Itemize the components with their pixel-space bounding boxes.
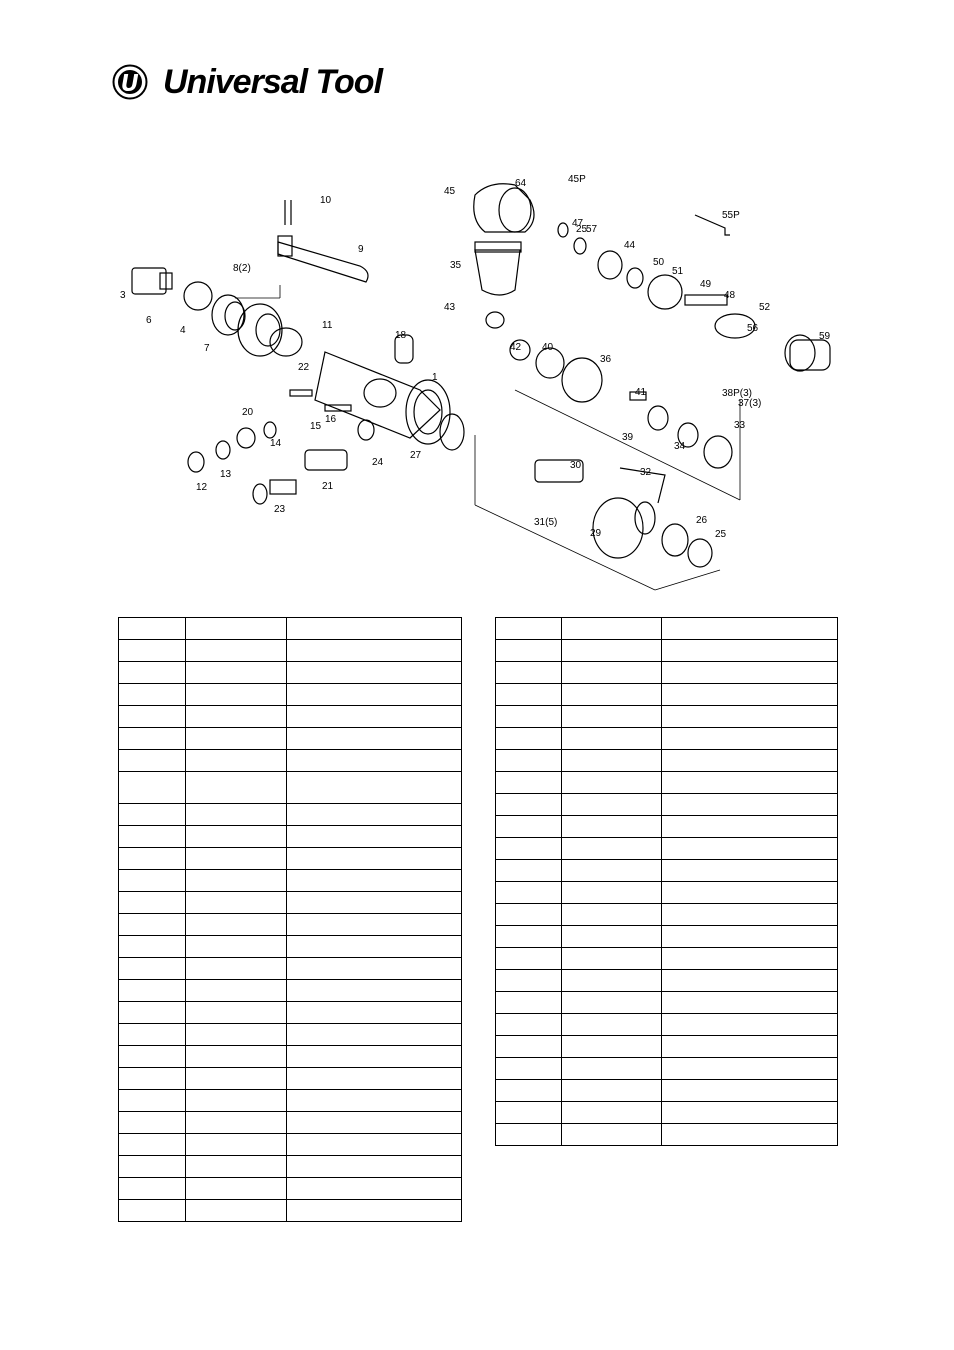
table-cell	[496, 860, 562, 882]
callout-label: 47	[572, 218, 584, 229]
table-cell	[496, 618, 562, 640]
table-cell	[119, 826, 186, 848]
callout-label: 4	[180, 325, 186, 336]
table-row	[119, 914, 462, 936]
table-cell	[562, 882, 662, 904]
table-cell	[662, 970, 838, 992]
table-row	[496, 904, 838, 926]
table-row	[119, 936, 462, 958]
table-row	[496, 1014, 838, 1036]
table-cell	[186, 848, 287, 870]
table-cell	[186, 1200, 287, 1222]
table-cell	[186, 1068, 287, 1090]
brand-header	[112, 60, 382, 104]
table-row	[119, 1024, 462, 1046]
table-cell	[119, 1090, 186, 1112]
table-row	[496, 970, 838, 992]
table-row	[496, 794, 838, 816]
callout-label: 44	[624, 240, 636, 251]
table-cell	[186, 914, 287, 936]
table-cell	[186, 706, 287, 728]
table-cell	[662, 794, 838, 816]
table-cell	[496, 926, 562, 948]
table-cell	[562, 904, 662, 926]
callout-label: 29	[590, 528, 602, 539]
callout-label: 27	[410, 450, 422, 461]
table-row	[119, 1178, 462, 1200]
table-cell	[287, 936, 462, 958]
table-cell	[186, 1156, 287, 1178]
table-row	[119, 1068, 462, 1090]
table-cell	[496, 1124, 562, 1146]
table-cell	[662, 750, 838, 772]
diagram-drawing	[132, 184, 830, 567]
table-cell	[496, 904, 562, 926]
callout-label: 45P	[568, 174, 586, 185]
table-cell	[186, 618, 287, 640]
table-cell	[662, 728, 838, 750]
callout-label: 18	[395, 330, 407, 341]
callout-label: 45	[444, 186, 456, 197]
callout-label: 56	[747, 323, 759, 334]
table-cell	[119, 706, 186, 728]
table-cell	[186, 958, 287, 980]
table-row	[496, 948, 838, 970]
callout-label: 13	[220, 469, 232, 480]
table-row	[119, 1046, 462, 1068]
table-cell	[496, 750, 562, 772]
table-cell	[496, 992, 562, 1014]
table-cell	[662, 618, 838, 640]
table-row	[496, 684, 838, 706]
table-row	[119, 618, 462, 640]
table-cell	[496, 948, 562, 970]
table-row	[119, 848, 462, 870]
table-row	[496, 838, 838, 860]
table-cell	[496, 640, 562, 662]
table-cell	[496, 1102, 562, 1124]
table-cell	[287, 728, 462, 750]
table-row	[496, 860, 838, 882]
callout-label: 52	[759, 302, 771, 313]
table-cell	[287, 772, 462, 804]
callout-label: 12	[196, 482, 208, 493]
table-cell	[562, 948, 662, 970]
table-cell	[662, 992, 838, 1014]
brand-name: Universal Tool	[163, 63, 383, 101]
parts-table-right	[495, 617, 838, 1146]
table-cell	[119, 1002, 186, 1024]
table-cell	[186, 728, 287, 750]
callout-label: 1	[432, 372, 438, 383]
table-cell	[287, 1090, 462, 1112]
table-cell	[186, 936, 287, 958]
table-row	[119, 728, 462, 750]
table-cell	[119, 936, 186, 958]
table-row	[119, 1156, 462, 1178]
table-cell	[119, 1046, 186, 1068]
table-cell	[119, 1112, 186, 1134]
callout-label: 31(5)	[534, 517, 558, 528]
table-cell	[662, 1058, 838, 1080]
table-row	[119, 1090, 462, 1112]
table-row	[119, 1200, 462, 1222]
table-cell	[496, 816, 562, 838]
table-row	[119, 640, 462, 662]
table-row	[496, 618, 838, 640]
table-cell	[119, 980, 186, 1002]
callout-label: 25	[576, 224, 588, 235]
callout-label: 14	[270, 438, 282, 449]
table-cell	[662, 1036, 838, 1058]
table-row	[119, 826, 462, 848]
table-cell	[287, 848, 462, 870]
callout-label: 32	[640, 467, 652, 478]
callout-label: 43	[444, 302, 456, 313]
table-cell	[662, 904, 838, 926]
callout-label: 22	[298, 362, 310, 373]
table-row	[119, 870, 462, 892]
table-cell	[562, 838, 662, 860]
callout-label: 11	[322, 320, 333, 331]
table-row	[119, 772, 462, 804]
table-cell	[562, 860, 662, 882]
table-row	[119, 892, 462, 914]
table-row	[119, 804, 462, 826]
table-row	[496, 882, 838, 904]
table-cell	[119, 750, 186, 772]
table-row	[119, 1002, 462, 1024]
table-cell	[287, 750, 462, 772]
table-cell	[496, 1036, 562, 1058]
callout-label: 37(3)	[738, 398, 762, 409]
table-cell	[186, 1002, 287, 1024]
table-cell	[496, 838, 562, 860]
table-row	[119, 1134, 462, 1156]
table-row	[496, 1036, 838, 1058]
table-cell	[186, 1178, 287, 1200]
table-cell	[287, 958, 462, 980]
table-cell	[662, 1124, 838, 1146]
callout-label: 41	[635, 387, 647, 398]
table-cell	[119, 1178, 186, 1200]
table-cell	[562, 926, 662, 948]
diagram-leaders	[235, 285, 740, 590]
table-cell	[186, 1046, 287, 1068]
table-cell	[662, 1080, 838, 1102]
table-row	[496, 1124, 838, 1146]
table-cell	[496, 1014, 562, 1036]
callout-label: 30	[570, 460, 582, 471]
table-cell	[119, 1068, 186, 1090]
table-cell	[496, 794, 562, 816]
callout-label: 59	[819, 331, 831, 342]
table-cell	[186, 1024, 287, 1046]
table-cell	[119, 914, 186, 936]
callout-label: 3	[120, 290, 126, 301]
table-cell	[119, 772, 186, 804]
table-row	[496, 1102, 838, 1124]
table-cell	[186, 826, 287, 848]
table-cell	[186, 662, 287, 684]
table-cell	[287, 1112, 462, 1134]
callout-label: 64	[515, 178, 527, 189]
table-cell	[119, 1024, 186, 1046]
table-cell	[562, 662, 662, 684]
table-cell	[287, 1200, 462, 1222]
table-cell	[287, 914, 462, 936]
table-row	[119, 1112, 462, 1134]
table-cell	[119, 848, 186, 870]
callout-label: 6	[146, 315, 152, 326]
table-cell	[562, 640, 662, 662]
brand-logo-icon	[112, 64, 148, 100]
table-cell	[186, 684, 287, 706]
callout-label: 38P(3)	[722, 388, 753, 399]
table-cell	[496, 706, 562, 728]
callout-label: 8(2)	[233, 263, 251, 274]
table-cell	[662, 1102, 838, 1124]
table-cell	[186, 750, 287, 772]
callout-label: 42	[510, 342, 522, 353]
table-row	[496, 772, 838, 794]
table-cell	[287, 826, 462, 848]
table-cell	[119, 662, 186, 684]
table-row	[496, 706, 838, 728]
table-row	[496, 816, 838, 838]
table-cell	[287, 662, 462, 684]
callout-label: 55P	[722, 210, 740, 221]
table-cell	[562, 706, 662, 728]
table-cell	[496, 662, 562, 684]
table-cell	[119, 892, 186, 914]
table-cell	[119, 640, 186, 662]
table-row	[496, 1080, 838, 1102]
table-cell	[496, 1058, 562, 1080]
callout-label: 9	[358, 244, 364, 255]
table-cell	[186, 892, 287, 914]
table-cell	[287, 980, 462, 1002]
callout-label: 10	[320, 195, 332, 206]
table-cell	[496, 772, 562, 794]
table-cell	[562, 772, 662, 794]
table-cell	[287, 640, 462, 662]
callout-label: 40	[542, 342, 554, 353]
table-row	[119, 662, 462, 684]
table-cell	[562, 970, 662, 992]
table-cell	[662, 662, 838, 684]
table-row	[496, 662, 838, 684]
callout-label: 25	[715, 529, 727, 540]
table-cell	[662, 706, 838, 728]
table-cell	[662, 684, 838, 706]
table-cell	[119, 618, 186, 640]
table-cell	[186, 640, 287, 662]
table-cell	[562, 618, 662, 640]
table-cell	[562, 728, 662, 750]
callout-label: 21	[322, 481, 334, 492]
exploded-parts-diagram	[110, 170, 850, 600]
table-cell	[186, 1134, 287, 1156]
callout-label: 16	[325, 414, 337, 425]
table-cell	[562, 1124, 662, 1146]
table-cell	[119, 1134, 186, 1156]
table-cell	[496, 882, 562, 904]
table-row	[119, 980, 462, 1002]
table-cell	[562, 684, 662, 706]
table-cell	[287, 1134, 462, 1156]
callout-label: 35	[450, 260, 462, 271]
table-cell	[119, 728, 186, 750]
callout-label: 26	[696, 515, 708, 526]
table-cell	[287, 1024, 462, 1046]
table-cell	[496, 1080, 562, 1102]
table-cell	[186, 772, 287, 804]
table-cell	[287, 892, 462, 914]
table-cell	[186, 870, 287, 892]
table-cell	[186, 804, 287, 826]
table-cell	[287, 618, 462, 640]
table-cell	[119, 1156, 186, 1178]
table-cell	[287, 1046, 462, 1068]
table-cell	[119, 684, 186, 706]
callout-label: 23	[274, 504, 286, 515]
callout-label: 48	[724, 290, 736, 301]
parts-table-left	[118, 617, 462, 1222]
callout-label: 36	[600, 354, 612, 365]
callout-label: 34	[674, 441, 686, 452]
callout-label: 49	[700, 279, 712, 290]
table-cell	[186, 1090, 287, 1112]
table-row	[496, 992, 838, 1014]
callout-label: 51	[672, 266, 684, 277]
table-cell	[496, 684, 562, 706]
table-cell	[287, 684, 462, 706]
table-row	[119, 684, 462, 706]
table-cell	[287, 1002, 462, 1024]
callout-label: 7	[204, 343, 210, 354]
table-row	[119, 706, 462, 728]
table-cell	[662, 926, 838, 948]
table-cell	[562, 1014, 662, 1036]
table-cell	[287, 706, 462, 728]
table-cell	[186, 980, 287, 1002]
table-cell	[662, 882, 838, 904]
table-cell	[662, 860, 838, 882]
table-row	[496, 1058, 838, 1080]
table-cell	[662, 772, 838, 794]
table-row	[119, 750, 462, 772]
callout-label: 33	[734, 420, 746, 431]
table-cell	[119, 804, 186, 826]
table-cell	[562, 1058, 662, 1080]
table-cell	[186, 1112, 287, 1134]
table-cell	[662, 838, 838, 860]
table-cell	[562, 1036, 662, 1058]
table-row	[496, 926, 838, 948]
table-cell	[662, 816, 838, 838]
table-cell	[496, 970, 562, 992]
table-cell	[119, 1200, 186, 1222]
callout-label: 57	[586, 224, 598, 235]
table-cell	[287, 1068, 462, 1090]
table-cell	[119, 958, 186, 980]
table-cell	[562, 816, 662, 838]
table-row	[496, 750, 838, 772]
table-cell	[562, 1080, 662, 1102]
table-row	[496, 728, 838, 750]
table-cell	[662, 1014, 838, 1036]
table-cell	[562, 794, 662, 816]
table-row	[119, 958, 462, 980]
table-cell	[287, 804, 462, 826]
table-cell	[562, 992, 662, 1014]
callout-label: 39	[622, 432, 634, 443]
table-cell	[496, 728, 562, 750]
callout-label: 24	[372, 457, 384, 468]
table-cell	[662, 948, 838, 970]
callout-label: 20	[242, 407, 254, 418]
table-cell	[287, 1156, 462, 1178]
table-cell	[287, 1178, 462, 1200]
table-cell	[562, 1102, 662, 1124]
table-row	[496, 640, 838, 662]
table-cell	[287, 870, 462, 892]
callout-label: 15	[310, 421, 322, 432]
table-cell	[562, 750, 662, 772]
table-cell	[662, 640, 838, 662]
callout-label: 50	[653, 257, 665, 268]
table-cell	[119, 870, 186, 892]
